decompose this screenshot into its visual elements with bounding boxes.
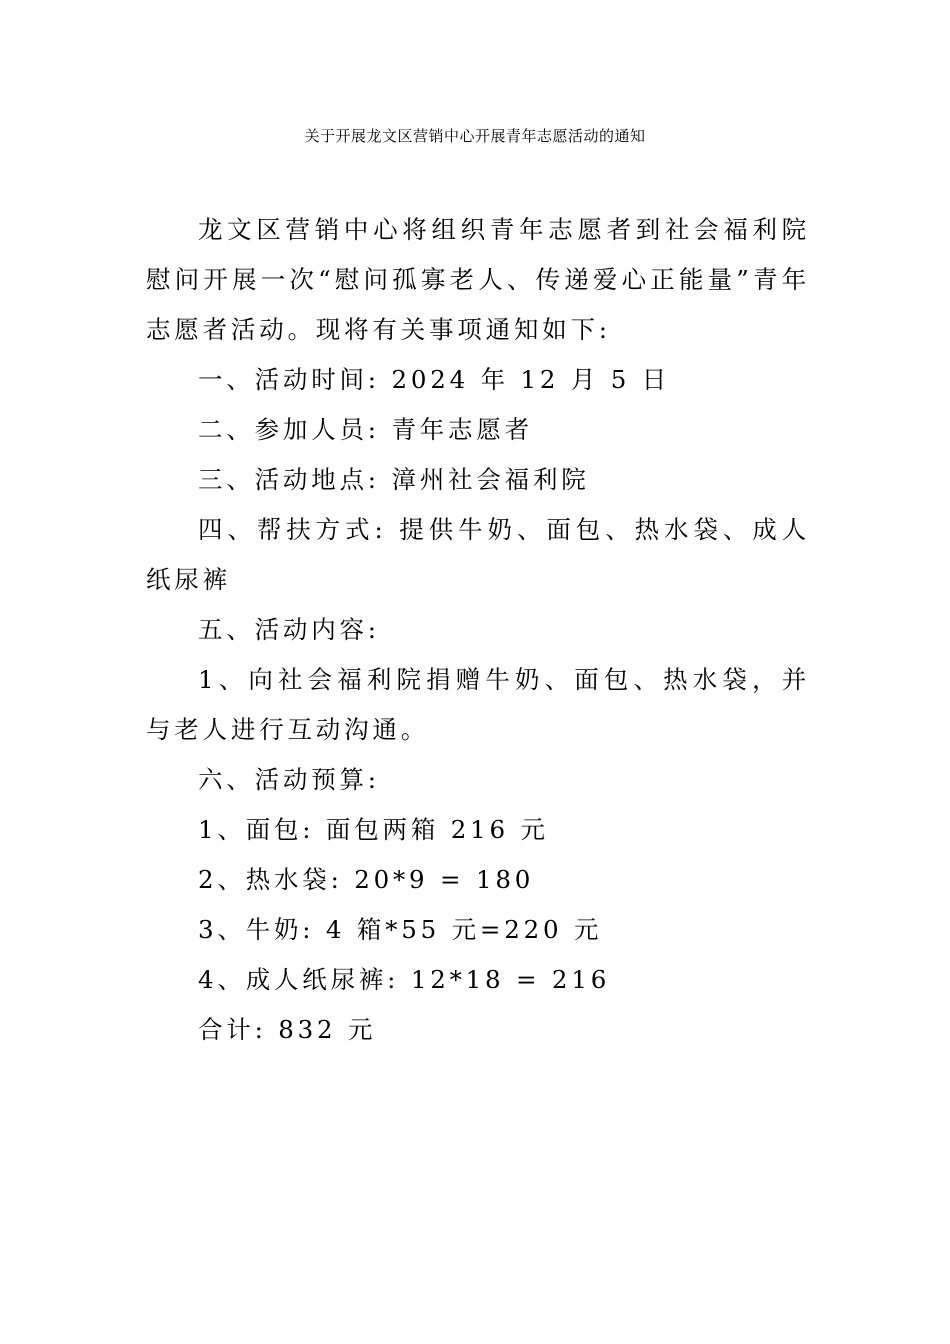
intro-paragraph: 龙文区营销中心将组织青年志愿者到社会福利院慰问开展一次“慰问孤寡老人、传递爱心正能量”青年志愿者活动。现将有关事项通知如下: [146,215,810,344]
activity-time: 一、活动时间: 2024 年 12 月 5 日 [198,365,670,394]
document-title: 关于开展龙文区营销中心开展青年志愿活动的通知 [304,127,646,145]
budget-item-milk: 3、牛奶: 4 箱*55 元=220 元 [198,915,603,944]
budget-total: 合计: 832 元 [198,1015,377,1044]
budget-heading: 六、活动预算: [198,765,380,794]
budget-item-diapers: 4、成人纸尿裤: 12*18 = 216 [198,965,611,994]
activity-content-heading: 五、活动内容: [198,615,380,644]
budget-item-hot-water-bag: 2、热水袋: 20*9 = 180 [198,865,535,894]
document-body [146,205,810,1055]
budget-item-bread: 1、面包: 面包两箱 216 元 [198,815,549,844]
participants: 二、参加人员: 青年志愿者 [198,415,533,444]
activity-location: 三、活动地点: 漳州社会福利院 [198,465,590,494]
activity-content-item-1: 1、向社会福利院捐赠牛奶、面包、热水袋，并与老人进行互动沟通。 [146,665,810,744]
support-method: 四、帮扶方式: 提供牛奶、面包、热水袋、成人纸尿裤 [146,515,810,594]
